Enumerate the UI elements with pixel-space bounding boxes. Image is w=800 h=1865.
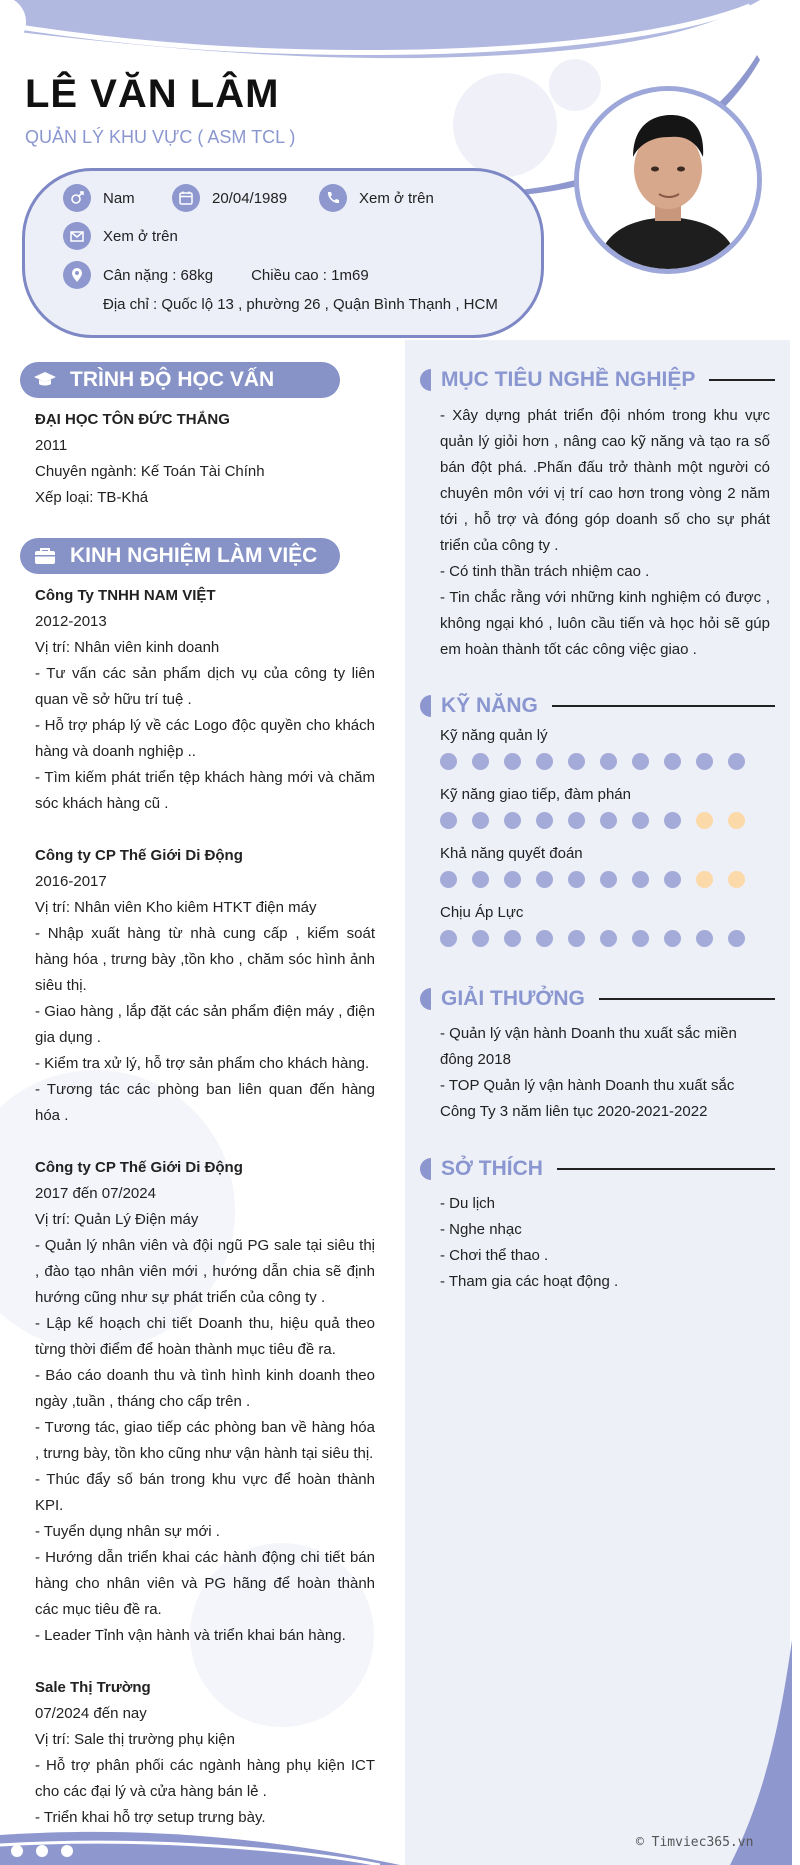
heading-rule — [599, 998, 775, 1000]
skill-dot-filled — [728, 930, 745, 947]
job-duty: - Quản lý nhân viên và đội ngũ PG sale tại siêu thị , đào tạo nhân viên mới , hướng dẫn chia sẽ định hướng cũng như sự phát triển của công ty . — [35, 1237, 375, 1306]
skill-name: Chịu Áp Lực — [440, 904, 524, 921]
job-period: 2012-2013 — [35, 613, 107, 630]
profile-photo — [574, 86, 762, 274]
skill-name: Kỹ năng quản lý — [440, 727, 548, 744]
skill-dot-filled — [440, 930, 457, 947]
address-value: Địa chỉ : Quốc lộ 13 , phường 26 , Quận Bình Thạnh , HCM — [103, 296, 498, 313]
skill-dot-filled — [600, 871, 617, 888]
heading-rule — [709, 379, 775, 381]
job-company: Công ty CP Thế Giới Di Động — [35, 1159, 243, 1176]
objective-block — [440, 403, 770, 663]
award-item: - TOP Quản lý vận hành Doanh thu xuất sắc Công Ty 3 năm liên tục 2020-2021-2022 — [440, 1077, 735, 1120]
skills-heading — [420, 694, 775, 718]
job-period: 2016-2017 — [35, 873, 107, 890]
birthday-item — [172, 184, 287, 212]
skill-dot-filled — [632, 812, 649, 829]
experience-heading — [20, 538, 340, 574]
avatar-portrait — [579, 91, 757, 269]
education-major: Chuyên ngành: Kế Toán Tài Chính — [35, 463, 265, 480]
education-heading — [20, 362, 340, 398]
job-position: Vị trí: Quản Lý Điện máy — [35, 1211, 199, 1228]
hobby-item: - Tham gia các hoạt động . — [440, 1273, 619, 1290]
objective-heading — [420, 368, 775, 392]
job-entry — [35, 583, 375, 817]
calendar-icon — [172, 184, 200, 212]
skill-dot-filled — [568, 871, 585, 888]
skill-rating — [440, 871, 760, 888]
skill-dot-filled — [632, 871, 649, 888]
email-item — [63, 222, 178, 250]
skill-dot-filled — [472, 812, 489, 829]
skill-rating — [440, 753, 760, 770]
gender-icon — [63, 184, 91, 212]
skill-dot-empty — [728, 871, 745, 888]
job-duty: - Tương tác, giao tiếp các phòng ban về hàng hóa , trưng bày, tồn kho cũng như vận hành tại siêu thị. — [35, 1419, 375, 1462]
job-entry — [35, 843, 375, 1129]
skill-dot-filled — [472, 930, 489, 947]
skill-dot-filled — [440, 871, 457, 888]
section-marker — [420, 1158, 431, 1180]
hobbies-block — [440, 1191, 770, 1295]
job-entry — [35, 1675, 375, 1831]
hobbies-heading-text: SỞ THÍCH — [441, 1157, 543, 1180]
skill-dot-filled — [536, 753, 553, 770]
briefcase-icon — [28, 539, 62, 573]
skills-heading-text: KỸ NĂNG — [441, 694, 538, 717]
envelope-icon — [63, 222, 91, 250]
section-marker — [420, 369, 431, 391]
skill-dot-filled — [472, 753, 489, 770]
objective-item: - Xây dựng phát triển đội nhóm trong khu vực quản lý giỏi hơn , nâng cao kỹ năng và tạo ra số bán đột phá. .Phấn đấu trở thành một người có chuyên môn với vị trí cao hơn trong vòng 2 năm tới , hỗ trợ và đóng góp doanh số cho sự phát triển của công ty . — [440, 407, 770, 554]
skill-dot-filled — [696, 753, 713, 770]
job-duty: - Tuyển dụng nhân sự mới . — [35, 1523, 220, 1540]
skill-dot-filled — [568, 812, 585, 829]
hobby-item: - Chơi thể thao . — [440, 1247, 549, 1264]
job-duty: - Lập kế hoạch chi tiết Doanh thu, hiệu quả theo từng thời điểm để hoàn thành mục tiêu đề ra. — [35, 1315, 375, 1358]
job-duty: - Kiểm tra xử lý, hỗ trợ sản phẩm cho khách hàng. — [35, 1055, 370, 1072]
job-duty: - Báo cáo doanh thu và tình hình kinh doanh theo ngày ,tuần , tháng cho cấp trên . — [35, 1367, 375, 1410]
address-item — [103, 296, 498, 313]
gender-value: Nam — [103, 189, 135, 207]
gender-item — [63, 184, 135, 212]
height-value: Chiều cao : 1m69 — [251, 266, 369, 284]
skill-dot-filled — [536, 930, 553, 947]
skill-dot-filled — [504, 871, 521, 888]
job-duty: - Nhập xuất hàng từ nhà cung cấp , kiểm soát hàng hóa , trưng bày ,tồn kho , chăm sóc hình ảnh siêu thị. — [35, 925, 375, 994]
job-position: Vị trí: Nhân viên kinh doanh — [35, 639, 220, 656]
skill-dot-filled — [504, 812, 521, 829]
job-duty: - Hướng dẫn triển khai các hành động chi tiết bán hàng cho nhân viên và PG hãng để hoàn thành các mục tiêu đề ra. — [35, 1549, 375, 1618]
skill-dot-filled — [536, 871, 553, 888]
skill-dot-filled — [728, 753, 745, 770]
hobbies-heading — [420, 1157, 775, 1181]
job-company: Công ty CP Thế Giới Di Động — [35, 847, 243, 864]
candidate-name: LÊ VĂN LÂM — [25, 72, 280, 116]
award-item: - Quản lý vận hành Doanh thu xuất sắc miền đông 2018 — [440, 1025, 737, 1068]
footer-watermark: © Timviec365.vn — [636, 1835, 754, 1850]
skill-rating — [440, 930, 760, 947]
job-position: Vị trí: Sale thị trường phụ kiện — [35, 1731, 235, 1748]
job-duty: - Giao hàng , lắp đặt các sản phẩm điện máy , điện gia dụng . — [35, 1003, 375, 1046]
skill-dot-filled — [664, 871, 681, 888]
section-marker — [420, 695, 431, 717]
skill-dot-filled — [632, 930, 649, 947]
job-duty: - Tư vấn các sản phẩm dịch vụ của công ty liên quan về sở hữu trí tuệ . — [35, 665, 375, 708]
education-block — [35, 407, 375, 511]
skill-dot-filled — [568, 753, 585, 770]
email-value: Xem ở trên — [103, 227, 178, 245]
education-year: 2011 — [35, 437, 68, 454]
skill-dot-filled — [600, 812, 617, 829]
hobby-item: - Du lịch — [440, 1195, 496, 1212]
heading-rule — [552, 705, 775, 707]
skill-dot-filled — [664, 753, 681, 770]
skill-dot-filled — [568, 930, 585, 947]
skill-dot-filled — [696, 930, 713, 947]
experience-heading-text: KINH NGHIỆM LÀM VIỆC — [70, 544, 318, 567]
job-title: QUẢN LÝ KHU VỰC ( ASM TCL ) — [25, 127, 296, 147]
job-duty: - Thúc đẩy số bán trong khu vực để hoàn thành KPI. — [35, 1471, 375, 1514]
job-entry — [35, 1155, 375, 1649]
awards-heading-text: GIẢI THƯỞNG — [441, 987, 585, 1010]
skill-dot-filled — [664, 930, 681, 947]
skill-dot-filled — [504, 753, 521, 770]
job-duty: - Hỗ trợ pháp lý về các Logo độc quyền cho khách hàng và doanh nghiệp .. — [35, 717, 375, 760]
skill-dot-filled — [440, 753, 457, 770]
hobby-item: - Nghe nhạc — [440, 1221, 522, 1238]
skill-rating — [440, 812, 760, 829]
skill-name: Kỹ năng giao tiếp, đàm phán — [440, 786, 631, 803]
skill-dot-filled — [472, 871, 489, 888]
phone-icon — [319, 184, 347, 212]
location-pin-icon — [63, 261, 91, 289]
phone-item — [319, 184, 434, 212]
section-marker — [420, 988, 431, 1010]
weight-value: Cân nặng : 68kg — [103, 266, 214, 284]
job-duty: - Tương tác các phòng ban liên quan đến hàng hóa . — [35, 1081, 375, 1124]
awards-heading — [420, 987, 775, 1011]
job-duty: - Hỗ trợ phân phối các ngành hàng phụ kiện ICT cho các đại lý và cửa hàng bán lẻ . — [35, 1757, 375, 1800]
job-company: Công Ty TNHH NAM VIỆT — [35, 587, 216, 604]
skill-dot-filled — [600, 753, 617, 770]
skill-dot-empty — [696, 871, 713, 888]
skill-dot-filled — [536, 812, 553, 829]
skill-dot-filled — [664, 812, 681, 829]
education-heading-text: TRÌNH ĐỘ HỌC VẤN — [70, 368, 275, 391]
skill-dot-filled — [632, 753, 649, 770]
objective-heading-text: MỤC TIÊU NGHỀ NGHIỆP — [441, 368, 696, 391]
skill-dot-filled — [600, 930, 617, 947]
birthday-value: 20/04/1989 — [212, 189, 288, 207]
heading-rule — [557, 1168, 775, 1170]
awards-block — [440, 1021, 770, 1125]
skill-dot-filled — [440, 812, 457, 829]
graduation-cap-icon — [28, 363, 62, 397]
skill-dot-empty — [696, 812, 713, 829]
job-duty: - Tìm kiếm phát triển tệp khách hàng mới và chăm sóc khách hàng cũ . — [35, 769, 375, 812]
skill-dot-empty — [728, 812, 745, 829]
body-stats-item — [63, 261, 369, 289]
phone-value: Xem ở trên — [359, 189, 434, 207]
school-name: ĐẠI HỌC TÔN ĐỨC THẮNG — [35, 411, 230, 428]
education-grade: Xếp loại: TB-Khá — [35, 489, 149, 506]
objective-item: - Tin chắc rằng với những kinh nghiệm có được , không ngại khó , luôn cầu tiến và học hỏi sẽ gúp em hoàn thành tốt các công việc giao . — [440, 589, 770, 658]
skill-dot-filled — [504, 930, 521, 947]
objective-item: - Có tinh thần trách nhiệm cao . — [440, 563, 650, 580]
job-duty: - Leader Tỉnh vận hành và triển khai bán hàng. — [35, 1627, 346, 1644]
job-company: Sale Thị Trường — [35, 1679, 151, 1696]
job-position: Vị trí: Nhân viên Kho kiêm HTKT điện máy — [35, 899, 317, 916]
job-duty: - Triển khai hỗ trợ setup trưng bày. — [35, 1809, 266, 1826]
skill-name: Khả năng quyết đoán — [440, 845, 583, 862]
job-period: 07/2024 đến nay — [35, 1705, 147, 1722]
experience-block — [35, 583, 375, 1831]
job-period: 2017 đến 07/2024 — [35, 1185, 156, 1202]
